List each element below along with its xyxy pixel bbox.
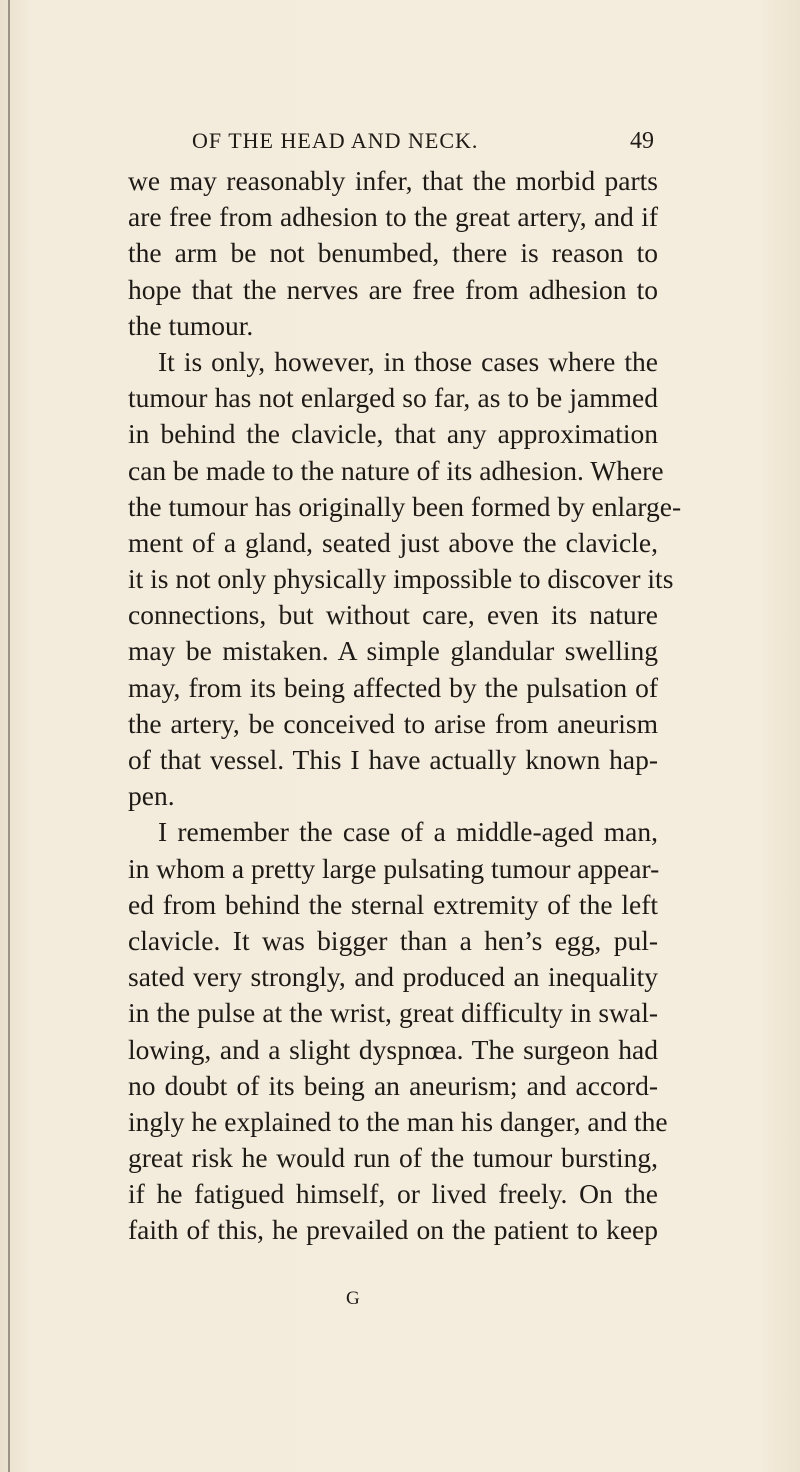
text-line: pen. (128, 780, 175, 812)
text-line: lowing, and a slight dyspnœa. The surgeon had (128, 1033, 658, 1065)
running-head: OF THE HEAD AND NECK. (192, 128, 479, 153)
text-line: can be made to the nature of its adhesion. Where (128, 454, 664, 486)
text-line: clavicle. It was bigger than a hen’s egg, pul- (128, 924, 658, 956)
text-line: it is not only physically impossible to discover its (128, 563, 674, 595)
text-line: in behind the clavicle, that any approximation (128, 418, 658, 450)
text-line: hope that the nerves are free from adhesion to (128, 273, 658, 305)
text-line: great risk he would run of the tumour bursting, (128, 1142, 658, 1174)
text-line: may be mistaken. A simple glandular swelling (128, 635, 658, 667)
text-line: sated very strongly, and produced an inequality (128, 961, 658, 993)
page-gutter-edge (8, 0, 10, 1472)
text-line: the tumour has originally been formed by enlarge- (128, 490, 682, 522)
text-line: ed from behind the sternal extremity of the left (128, 888, 658, 920)
text-line: may, from its being affected by the pulsation of (128, 671, 658, 703)
text-line: in the pulse at the wrist, great difficulty in swal- (128, 997, 658, 1029)
text-line: if he fatigued himself, or lived freely. On the (128, 1178, 658, 1210)
signature-mark: G (346, 1288, 360, 1309)
text-line: are free from adhesion to the great artery, and if (128, 201, 658, 233)
page-number: 49 (630, 128, 654, 154)
text-line: the arm be not benumbed, there is reason to (128, 237, 658, 269)
text-line: of that vessel. This I have actually known hap- (128, 744, 658, 775)
text-line: in whom a pretty large pulsating tumour appear- (128, 852, 660, 884)
text-line: tumour has not enlarged so far, as to be jammed (128, 382, 658, 414)
text-line: the tumour. (128, 309, 254, 341)
text-line: It is only, however, in those cases where the (158, 345, 658, 377)
body-text (128, 163, 682, 1249)
text-line: faith of this, he prevailed on the patient to keep (128, 1214, 658, 1246)
text-line: the artery, be conceived to arise from aneurism (128, 707, 658, 739)
text-line: no doubt of its being an aneurism; and accord- (128, 1069, 658, 1101)
text-line: connections, but without care, even its nature (128, 599, 658, 631)
page-header (0, 128, 800, 158)
text-line: ment of a gland, seated just above the clavicle, (128, 526, 658, 558)
text-line: we may reasonably infer, that the morbid parts (128, 165, 658, 196)
text-line: I remember the case of a middle-aged man, (158, 816, 658, 848)
text-line: ingly he explained to the man his danger, and the (128, 1105, 668, 1137)
